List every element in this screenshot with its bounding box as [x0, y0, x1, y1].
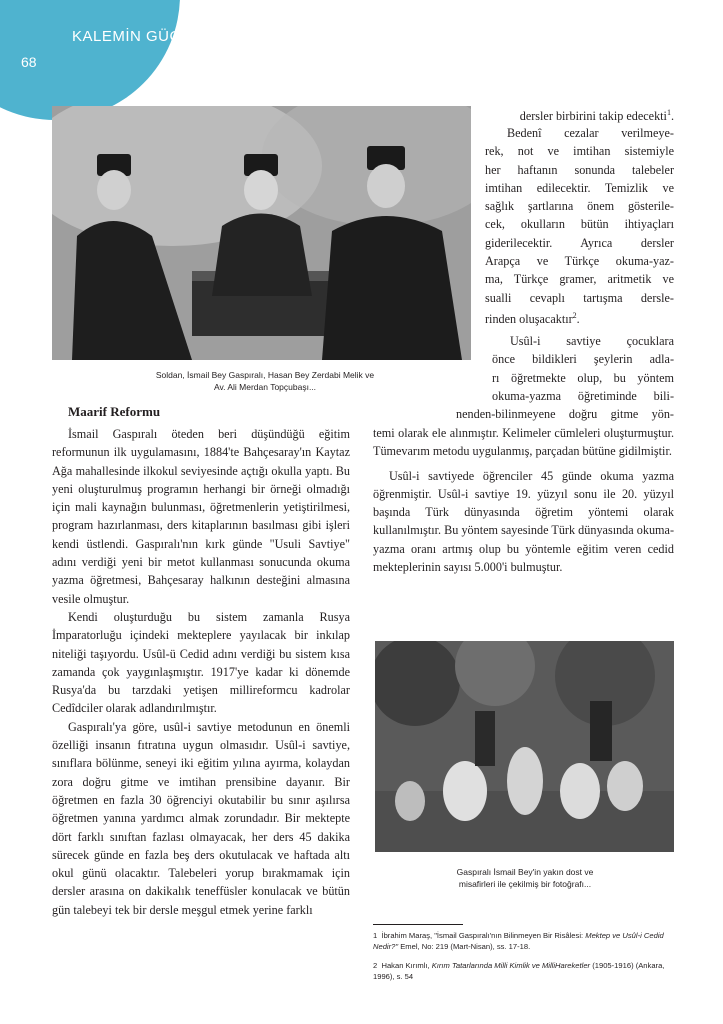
- left-paragraph-3: Gaspıralı'ya göre, usûl-i savtiye metodunun en önemli özelliği insanın fıtratına uygun olmasıdır. Usûl-i savtiye, sınıflara bölünme, seneyi iki eğitim yılına ayırma, kolaydan zora doğru gitme ve imtihan prensibine dayanır. Bir öğretmen en fazla 30 öğrenciyi okutabilir bu sınır aşılırsa öğretmen yanına yardımcı almak zorundadır. Bir mektepte dört farklı sınıftan fazlası olmayacak, her ders 45 dakika sürecek günde en fazla beş ders okutulacak ve haftada altı okul günü olacaktır. Talebeleri yorup bırakmamak için dersler arasına on dakikalık teneffüsler konulacak ve bütün gün talebeyi tek bir dersle meşgul etmek yerine farklı: [52, 719, 350, 917]
- right-top-line: dersler birbirini takip edecekti$^1$.: [519, 108, 674, 124]
- historical-photo-group: [375, 641, 674, 852]
- left-column: [52, 425, 350, 919]
- footnote-1: 1 İbrahim Maraş, "İsmail Gaspıralı'nın Bilinmeyen Bir Risâlesi: Mektep ve Usûl-i Cedid Nedir?" Emel, No: 219 (Mart-Nisan), ss. 17-18.: [373, 931, 664, 951]
- photo2-caption-line1: Gaspıralı İsmail Bey'in yakın dost ve: [456, 867, 594, 877]
- footnote-divider: [373, 924, 463, 925]
- photo2-caption-line2: misafirleri ile çekilmiş bir fotoğrafı...: [458, 879, 592, 889]
- photo1-caption-line1: Soldan, İsmail Bey Gaspıralı, Hasan Bey Zerdabi Melik ve: [155, 370, 375, 380]
- left-paragraph-1: İsmail Gaspıralı öteden beri düşündüğü eğitim reformunun ilk uygulamasını, 1884'te Bahçesaray'ın Kaytaz Ağa mahallesinde ilkokul seviyesinde açtığı okulla yaptı. Bu yeni oluşturulmuş programın herhangi bir örneği olmadığı için mali kaynağın bulunması, öğretmenlerin yetiştirilmesi, program hazırlanması, ders kitaplarının basılması gibi işleri kendi üstlendi. Gaspıralı'nın kırk günde "Usuli Savtiye" adını verdiği yeni bir metot kullanması sonucunda okuma yazma öğretmesi, Bahçesaray halkının desteğini almasına vesile olmuştur.: [52, 427, 350, 606]
- historical-photo-three-men: [52, 106, 471, 360]
- photo1-caption-line2: Av. Ali Merdan Topçubaşı...: [213, 382, 317, 392]
- right-paragraph-2-rest: temi olarak ele alınmıştır. Kelimeler cümleleri oluşturmuştur. Tümevarım metodu uygulanmış, parçadan bütüne gidilmiştir.: [373, 426, 674, 459]
- left-paragraph-2: Kendi oluşturduğu bu sistem zamanla Rusya İmparatorluğu içindeki mekteplere yayılacak bir inkılap niteliği taşıyordu. Usûl-ü Cedid adını verdiği bu sistem kısa zamanda çok yaygınlaşmıştır. 1917'ye kadar ki dönemde Rusya'da bu tarzdaki yetişen millireformcu kadrolar Cedîdciler olarak adlandırılmıştır.: [52, 609, 350, 716]
- right-paragraph-3: Usûl-i savtiyede öğrenciler 45 günde okuma yazma öğrenmiştir. Usûl-i savtiye 19. yüzyıl sonu ile 20. yüzyıl başında Türk dünyasında öğretim yöntemi olarak kullanılmıştır. Bu yöntem sayesinde Türk dünyasında okuma-yazma oranı artmış olup bu yöntemle eğitim veren cedid mekteplerinin sayısı 5.000'i bulmuştur.: [373, 468, 674, 575]
- right-paragraph-1-end: rinden oluşacaktır$^2$.: [485, 311, 580, 327]
- photo1-caption: [140, 369, 390, 393]
- right-paragraph-2-lines: Usûl-i savtiye çocuklara önce bildikleri şeylerin adla- rı öğretmekte olup, bu yöntem okuma-yazma öğretiminde bili- nenden-bilinmeyene doğru gitme yön-: [456, 334, 674, 422]
- footnotes: [373, 930, 673, 990]
- section-heading: Maarif Reformu: [68, 404, 161, 419]
- header-title: KALEMİN GÜCÜ: [72, 28, 193, 45]
- right-column-top: [485, 104, 674, 125]
- photo2-caption: [410, 866, 640, 890]
- footnote-2: 2 Hakan Kırımlı, Kırım Tatarlarında Milli Kimlik ve MilliHareketler (1905-1916) (Ankara, 1996), s. 54: [373, 961, 665, 981]
- page-number: 68: [21, 54, 37, 70]
- right-column-main: [373, 424, 674, 576]
- right-paragraph-1: Bedenî cezalar verilmeye- rek, not ve imtihan sistemiyle her haftanın sonunda talebeler imtihan edilecektir. Temizlik ve sağlık şartlarına önem gösterile- cek, okulların bütün ihtiyaçları giderilecektir. Ayrıca dersler Arapça ve Türkçe okuma-yaz- ma, Türkçe gramer, aritmetik ve sualli cevaplı tartışma dersle-: [485, 126, 674, 305]
